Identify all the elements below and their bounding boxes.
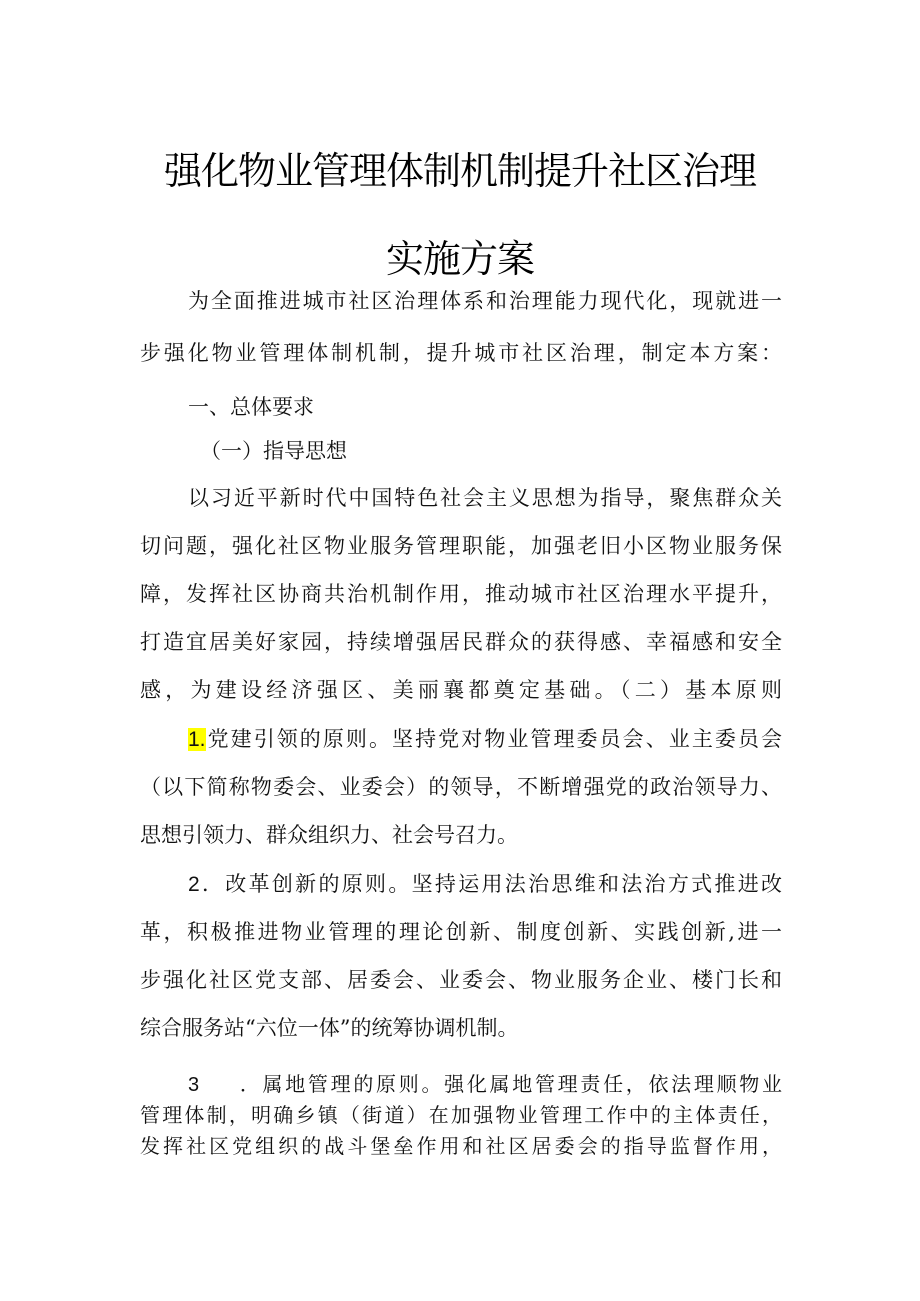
principle-2-line-3: 步强化社区党支部、居委会、业委会、物业服务企业、楼门长和 (140, 968, 782, 992)
principle-3-line-3: 发挥社区党组织的战斗堡垒作用和社区居委会的指导监督作用， (140, 1134, 782, 1158)
principle-2-line-2: 革，积极推进物业管理的理论创新、制度创新、实践创新,进一 (140, 920, 782, 944)
principle-2-number: 2 (188, 873, 200, 896)
document-title-line-2: 实施方案 (385, 237, 534, 281)
section-heading-overall-requirements: 一、总体要求 (188, 395, 314, 419)
intro-line-2: 步强化物业管理体制机制，提升城市社区治理，制定本方案： (140, 341, 782, 365)
principle-1-line-3: 思想引领力、群众组织力、社会号召力。 (140, 823, 518, 847)
guiding-line-4: 打造宜居美好家园，持续增强居民群众的获得感、幸福感和安全 (140, 630, 782, 654)
subsection-heading-guiding-thought: （一）指导思想 (200, 439, 347, 463)
principle-3-text: ．属地管理的原则。强化属地管理责任，依法理顺物业 (237, 1072, 782, 1096)
principle-1-first-line (188, 725, 782, 754)
principle-2-first-line (188, 870, 782, 899)
principle-1-line-2: （以下简称物委会、业委会）的领导，不断增强党的政治领导力、 (140, 775, 782, 799)
principle-3-line-2: 管理体制，明确乡镇（街道）在加强物业管理工作中的主体责任， (140, 1103, 782, 1127)
guiding-line-3: 障，发挥社区协商共治机制作用，推动城市社区治理水平提升， (140, 582, 782, 606)
document-title-line-1: 强化物业管理体制机制提升社区治理 (163, 149, 756, 193)
principle-1-text: 党建引领的原则。坚持党对物业管理委员会、业主委员会 (205, 727, 782, 751)
principle-3-number: 3 (188, 1074, 200, 1096)
intro-line-1: 为全面推进城市社区治理体系和治理能力现代化，现就进一 (188, 289, 782, 313)
guiding-line-1: 以习近平新时代中国特色社会主义思想为指导，聚焦群众关 (188, 486, 782, 510)
principle-3-first-line (188, 1070, 782, 1099)
principle-1-number: 1. (188, 728, 206, 751)
principle-2-text: ．改革创新的原则。坚持运用法治思维和法治方式推进改 (199, 872, 782, 896)
principle-2-line-4: 综合服务站“六位一体”的统筹协调机制。 (140, 1016, 519, 1040)
guiding-line-5: 感，为建设经济强区、美丽襄都奠定基础。（二）基本原则 (140, 678, 782, 702)
guiding-line-2: 切问题，强化社区物业服务管理职能，加强老旧小区物业服务保 (140, 534, 782, 558)
